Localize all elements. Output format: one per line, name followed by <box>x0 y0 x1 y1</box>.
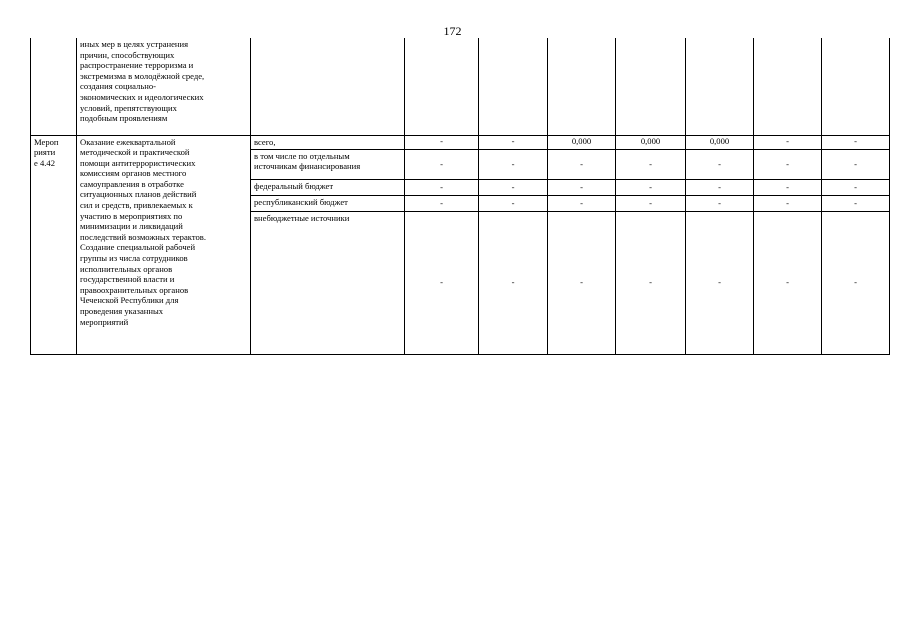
value-cell: - <box>616 211 686 354</box>
value-cell: - <box>754 179 822 195</box>
continuation-row <box>31 38 890 135</box>
funding-source-cell: в том числе по отдельным источникам финансирования <box>251 149 405 179</box>
value-cell: - <box>479 195 548 211</box>
value-cell: - <box>686 149 754 179</box>
value-cell: - <box>479 135 548 149</box>
value-cell: - <box>822 211 890 354</box>
value-cell: - <box>405 179 479 195</box>
value-cell: - <box>548 195 616 211</box>
value-cell <box>822 38 890 135</box>
value-cell: - <box>822 179 890 195</box>
row-id-cell <box>31 38 77 135</box>
value-cell: - <box>548 149 616 179</box>
value-cell: 0,000 <box>616 135 686 149</box>
value-cell: - <box>686 179 754 195</box>
measure-id-cell: Мероп рияти е 4.42 <box>31 135 77 354</box>
value-cell <box>616 38 686 135</box>
value-cell: - <box>405 211 479 354</box>
funding-source-cell: всего, <box>251 135 405 149</box>
funding-source-cell <box>251 38 405 135</box>
value-cell: - <box>405 195 479 211</box>
page-number: 172 <box>443 24 462 38</box>
row-description-cell: иных мер в целях устранения причин, способствующих распространение терроризма и экстремизма в молодёжной среде, создания социально- экономических и идеологических условий, препятствующих подобным проявлениям <box>77 38 251 135</box>
value-cell: - <box>754 149 822 179</box>
value-cell: - <box>754 211 822 354</box>
value-cell: - <box>754 195 822 211</box>
value-cell <box>754 38 822 135</box>
value-cell: - <box>686 211 754 354</box>
value-cell: - <box>754 135 822 149</box>
funding-source-cell: республиканский бюджет <box>251 195 405 211</box>
value-cell: - <box>822 149 890 179</box>
value-cell: - <box>616 179 686 195</box>
value-cell <box>548 38 616 135</box>
value-cell: 0,000 <box>686 135 754 149</box>
value-cell: - <box>548 211 616 354</box>
value-cell <box>405 38 479 135</box>
value-cell: 0,000 <box>548 135 616 149</box>
value-cell: - <box>405 135 479 149</box>
measure-description-cell: Оказание ежеквартальной методической и практической помощи антитеррористических комиссиям органов местного самоуправления в отработке ситуационных планов действий сил и средств, привлекаемых к участию в мероприятиях по минимизации и ликвидаций последствий возможных терактов. Создание специальной рабочей группы из числа сотрудников исполнительных органов государственной власти и правоохранительных органов Чеченской Республики для проведения указанных мероприятий <box>77 135 251 354</box>
value-cell: - <box>479 211 548 354</box>
value-cell <box>479 38 548 135</box>
value-cell: - <box>616 195 686 211</box>
value-cell: - <box>822 135 890 149</box>
funding-source-cell: внебюджетные источники <box>251 211 405 354</box>
value-cell: - <box>479 179 548 195</box>
value-cell: - <box>479 149 548 179</box>
value-cell: - <box>616 149 686 179</box>
value-cell: - <box>548 179 616 195</box>
budget-table <box>30 38 890 355</box>
value-cell: - <box>686 195 754 211</box>
funding-row-total <box>31 135 890 149</box>
value-cell: - <box>822 195 890 211</box>
value-cell: - <box>405 149 479 179</box>
value-cell <box>686 38 754 135</box>
funding-source-cell: федеральный бюджет <box>251 179 405 195</box>
